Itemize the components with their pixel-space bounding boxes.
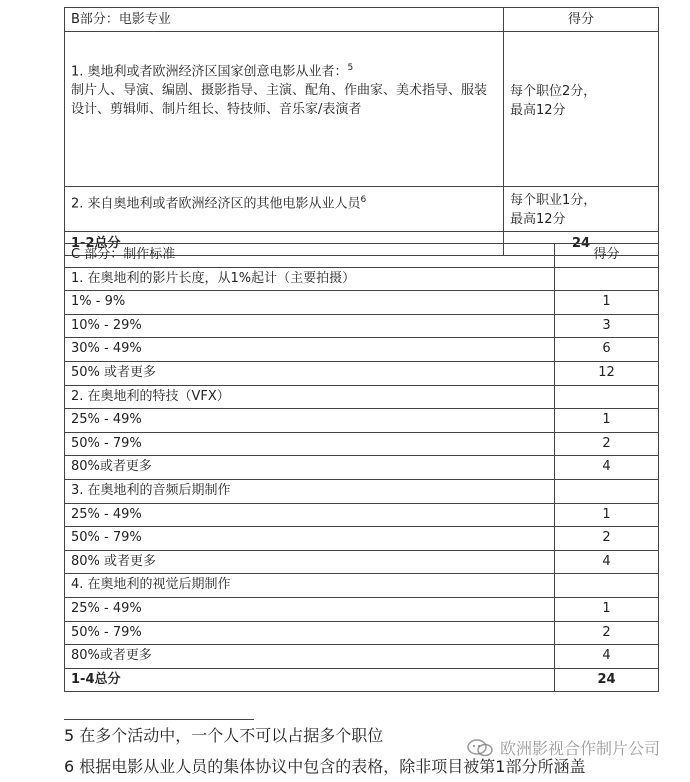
row-score [555,267,659,291]
row-score: 3 [555,314,659,338]
row-score: 1 [555,597,659,621]
table-row [65,361,659,385]
score-line1: 每个职位2分， [510,84,597,99]
table-c-title: C 部分：制作标准 [65,244,555,268]
row-label: 1. 在奥地利的影片长度，从1%起计（主要拍摄） [65,267,555,291]
footnote-ref: 6 [360,195,367,205]
row-score: 12 [555,361,659,385]
table-row [65,338,659,362]
row-score: 2 [555,432,659,456]
score-line2: 最高12分 [510,212,566,227]
table-b-row1-label [65,32,504,187]
table-row [65,385,659,409]
row-score [555,479,659,503]
row-score: 6 [555,338,659,362]
footnote-divider [64,719,254,720]
table-row [65,432,659,456]
row-score: 2 [555,621,659,645]
table-row [65,267,659,291]
table-row [65,291,659,315]
table-row [65,527,659,551]
row-label: 3. 在奥地利的音频后期制作 [65,479,555,503]
row-score [555,574,659,598]
table-b-total-score: 24 [504,232,659,256]
footnote-6: 6 根据电影从业人员的集体协议中包含的表格，除非项目被第1部分所涵盖 [64,757,586,776]
table-c-total-row [65,668,659,692]
table-b-total-label: 1-2总分 [65,232,504,256]
table-row [65,32,659,187]
row-score [555,385,659,409]
score-line2: 最高12分 [510,103,566,118]
row-score: 1 [555,409,659,433]
table-c-total-score: 24 [555,668,659,692]
table-b-header [65,8,659,32]
table-b-row2-score [504,187,659,232]
table-row [65,456,659,480]
table-b [64,7,659,256]
table-row [65,550,659,574]
table-b-row1-score [504,32,659,187]
table-c-score-header: 得分 [555,244,659,268]
row-label: 25% - 49% [65,409,555,433]
footnote-ref: 5 [347,63,354,73]
table-c-header [65,244,659,268]
row-label: 2. 在奥地利的特技（VFX） [65,385,555,409]
row-score: 4 [555,550,659,574]
table-c [64,243,659,692]
row-score: 2 [555,527,659,551]
table-row [65,409,659,433]
row-label: 25% - 49% [65,597,555,621]
row-label: 30% - 49% [65,338,555,362]
table-c-total-label: 1-4总分 [65,668,555,692]
table-row [65,597,659,621]
row-label: 4. 在奥地利的视觉后期制作 [65,574,555,598]
row-label: 50% 或者更多 [65,361,555,385]
row-score: 1 [555,291,659,315]
row-label: 80%或者更多 [65,645,555,669]
table-row [65,574,659,598]
row1-line2: 制片人、导演、编剧、摄影指导、主演、配角、作曲家、美术指导、服装设计、剪辑师、制片组长、特技师、音乐家/表演者 [71,83,488,118]
table-row [65,503,659,527]
row-label: 80% 或者更多 [65,550,555,574]
row-label: 50% - 79% [65,527,555,551]
footnote-5: 5 在多个活动中，一个人不可以占据多个职位 [64,726,384,745]
row-label: 50% - 79% [65,432,555,456]
row1-line1: 1. 奥地利或者欧洲经济区国家创意电影从业者： [71,64,348,80]
row-score: 4 [555,645,659,669]
row-score: 4 [555,456,659,480]
row-label: 10% - 29% [65,314,555,338]
table-b-row2-label [65,187,504,232]
table-b-score-header: 得分 [504,8,659,32]
row-score: 1 [555,503,659,527]
watermark-text: 欧洲影视合作制片公司 [500,739,661,758]
table-row [65,621,659,645]
table-row [65,187,659,232]
row2-line1: 2. 来自奥地利或者欧洲经济区的其他电影从业人员 [71,196,361,212]
table-b-title: B部分：电影专业 [65,8,504,32]
row-label: 25% - 49% [65,503,555,527]
table-row [65,479,659,503]
row-label: 1% - 9% [65,291,555,315]
wechat-icon [466,738,494,758]
row-label: 50% - 79% [65,621,555,645]
score-line1: 每个职业1分， [510,193,597,208]
table-row [65,314,659,338]
table-row [65,645,659,669]
row-label: 80%或者更多 [65,456,555,480]
watermark [466,736,660,759]
